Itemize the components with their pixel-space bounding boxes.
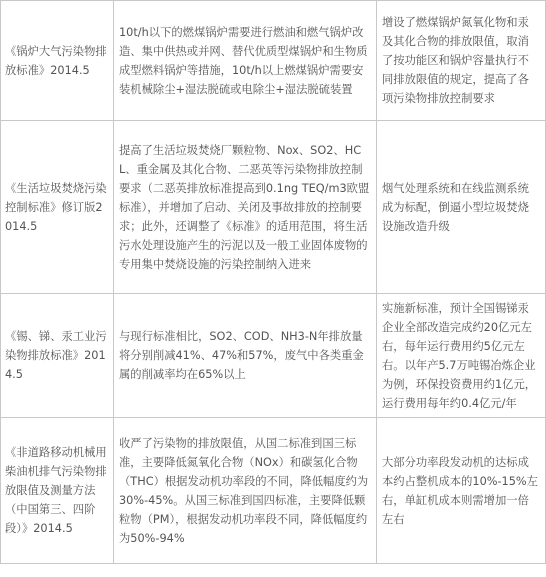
standard-cell: 《生活垃圾焚烧污染控制标准》修订版2014.5 <box>1 121 114 294</box>
impact-cell: 大部分功率段发动机的达标成本约占整机成本的10%-15%左右，单缸机成本则需增加一倍左右 <box>377 418 546 564</box>
table-row <box>1 1 546 121</box>
changes-cell: 与现行标准相比，SO2、COD、NH3-N年排放量将分别削减41%、47%和57%，废气中各类重金属的削减率均在65%以上 <box>114 294 377 418</box>
changes-cell: 收严了污染物的排放限值，从国二标准到国三标准，主要降低氮氧化合物（NOx）和碳氢化合物（THC）根据发动机功率段的不同，降低幅度约为30%-45%。从国三标准到国四标准，主要降低颗粒物（PM），根据发动机功率段不同，降低幅度约为50%-94% <box>114 418 377 564</box>
standard-cell: 《锡、锑、汞工业污染物排放标准》2014.5 <box>1 294 114 418</box>
impact-cell: 实施新标准，预计全国锡锑汞企业全部改造完成约20亿元左右，每年运行费用约5亿元左右。以年产5.7万吨锡冶炼企业为例，环保投资费用约1亿元，运行费用每年约0.4亿元/年 <box>377 294 546 418</box>
changes-cell: 提高了生活垃圾焚烧厂颗粒物、Nox、SO2、HCL、重金属及其化合物、二恶英等污染物排放控制要求（二恶英排放标准提高到0.1ng TEQ/m3欧盟标准），并增加了启动、关闭及事故排放的控制要求；此外，还调整了《标准》的适用范围，将生活污水处理设施产生的污泥以及一般工业固体废物的专用集中焚烧设施的污染控制纳入进来 <box>114 121 377 294</box>
table-row <box>1 121 546 294</box>
impact-cell: 烟气处理系统和在线监测系统成为标配，倒逼小型垃圾焚烧设施改造升级 <box>377 121 546 294</box>
table-row <box>1 418 546 564</box>
table-row <box>1 294 546 418</box>
standard-cell: 《锅炉大气污染物排放标准》2014.5 <box>1 1 114 121</box>
changes-cell: 10t/h以下的燃煤锅炉需要进行燃油和燃气锅炉改造、集中供热或并网、替代优质型煤锅炉和生物质成型燃料锅炉等措施，10t/h以上燃煤锅炉需要安装机械除尘+湿法脱硫或电除尘+湿法脱硫装置 <box>114 1 377 121</box>
standard-cell: 《非道路移动机械用柴油机排气污染物排放限值及测量方法（中国第三、四阶段）》2014.5 <box>1 418 114 564</box>
impact-cell: 增设了燃煤锅炉氮氧化物和汞及其化合物的排放限值，取消了按功能区和锅炉容量执行不同排放限值的规定，提高了各项污染物排放控制要求 <box>377 1 546 121</box>
